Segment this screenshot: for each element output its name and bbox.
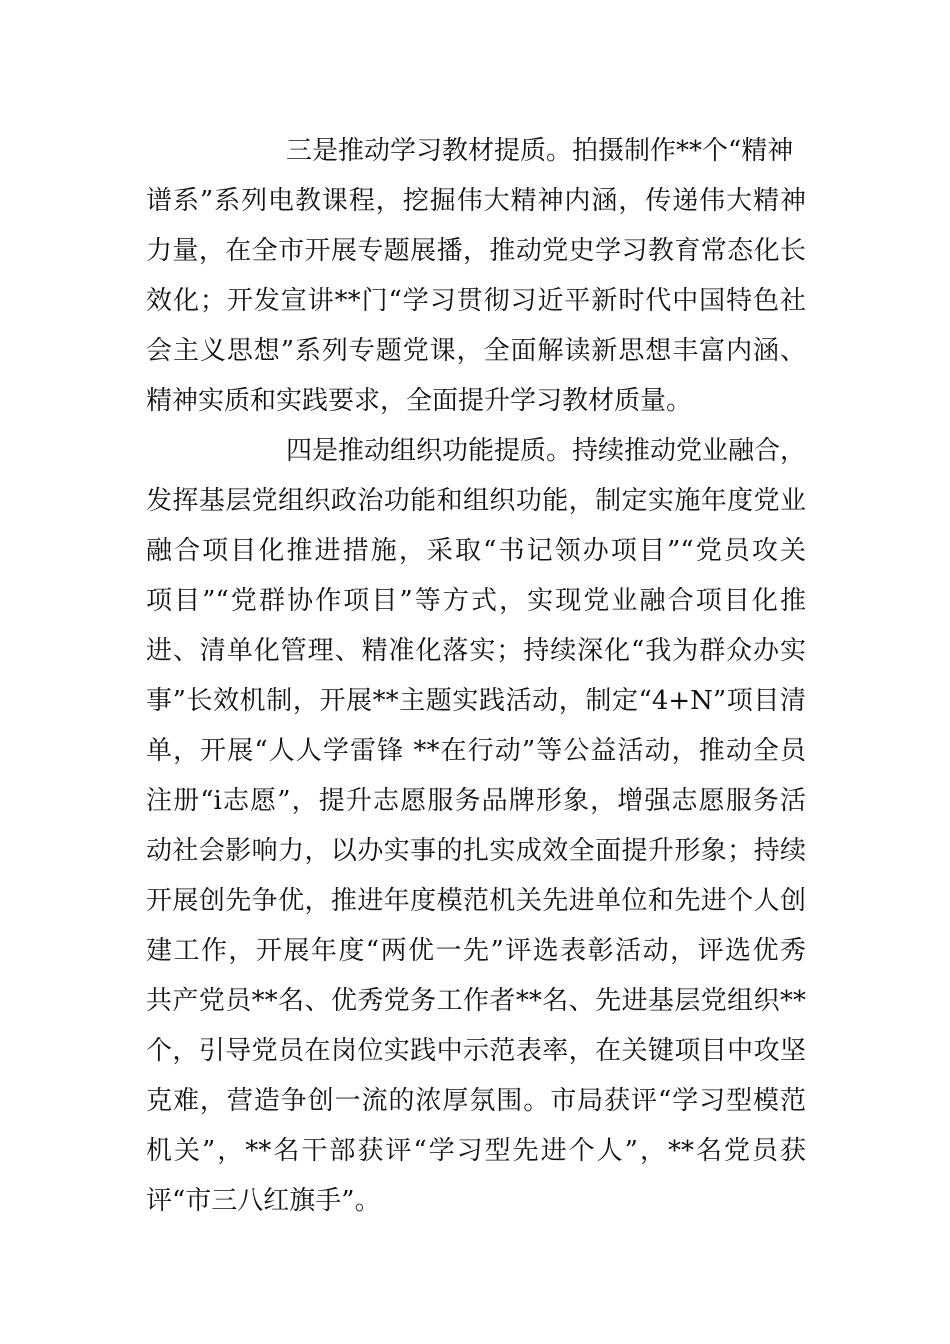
- paragraph-line: 效化；开发宣讲**门“学习贯彻习近平新时代中国特色社: [146, 286, 806, 316]
- paragraph-line: 发挥基层党组织政治功能和组织功能，制定实施年度党业: [146, 486, 806, 516]
- paragraph-line: 四是推动组织功能提质。持续推动党业融合，: [286, 436, 807, 466]
- paragraph-line: 机关”，**名干部获评“学习型先进个人”，**名党员获: [146, 1136, 806, 1166]
- paragraph-line: 融合项目化推进措施，采取“书记领办项目”“党员攻关: [146, 536, 806, 566]
- paragraph-line: 项目”“党群协作项目”等方式，实现党业融合项目化推: [146, 586, 806, 616]
- paragraph-line: 三是推动学习教材提质。拍摄制作**个“精神: [286, 136, 794, 166]
- paragraph-line: 单，开展“人人学雷锋 **在行动”等公益活动，推动全员: [146, 736, 806, 766]
- paragraph-line: 精神实质和实践要求，全面提升学习教材质量。: [146, 386, 693, 416]
- paragraph-line: 事”长效机制，开展**主题实践活动，制定“4+N”项目清: [146, 686, 806, 716]
- paragraph-line: 会主义思想”系列专题党课，全面解读新思想丰富内涵、: [146, 336, 806, 366]
- paragraph-line: 评“市三八红旗手”。: [146, 1186, 381, 1216]
- paragraph-line: 共产党员**名、优秀党务工作者**名、先进基层党组织**: [146, 986, 806, 1016]
- paragraph-line: 进、清单化管理、精准化落实；持续深化“我为群众办实: [146, 636, 806, 666]
- paragraph-line: 克难，营造争创一流的浓厚氛围。市局获评“学习型模范: [146, 1086, 806, 1116]
- paragraph-line: 谱系”系列电教课程，挖掘伟大精神内涵，传递伟大精神: [146, 186, 806, 216]
- paragraph-line: 动社会影响力，以办实事的扎实成效全面提升形象；持续: [146, 836, 806, 866]
- paragraph-line: 个，引导党员在岗位实践中示范表率，在关键项目中攻坚: [146, 1036, 806, 1066]
- paragraph-line: 建工作，开展年度“两优一先”评选表彰活动，评选优秀: [146, 936, 806, 966]
- paragraph-line: 力量，在全市开展专题展播，推动党史学习教育常态化长: [146, 236, 806, 266]
- paragraph-line: 开展创先争优，推进年度模范机关先进单位和先进个人创: [146, 886, 806, 916]
- paragraph-line: 注册“i志愿”，提升志愿服务品牌形象，增强志愿服务活: [146, 786, 806, 816]
